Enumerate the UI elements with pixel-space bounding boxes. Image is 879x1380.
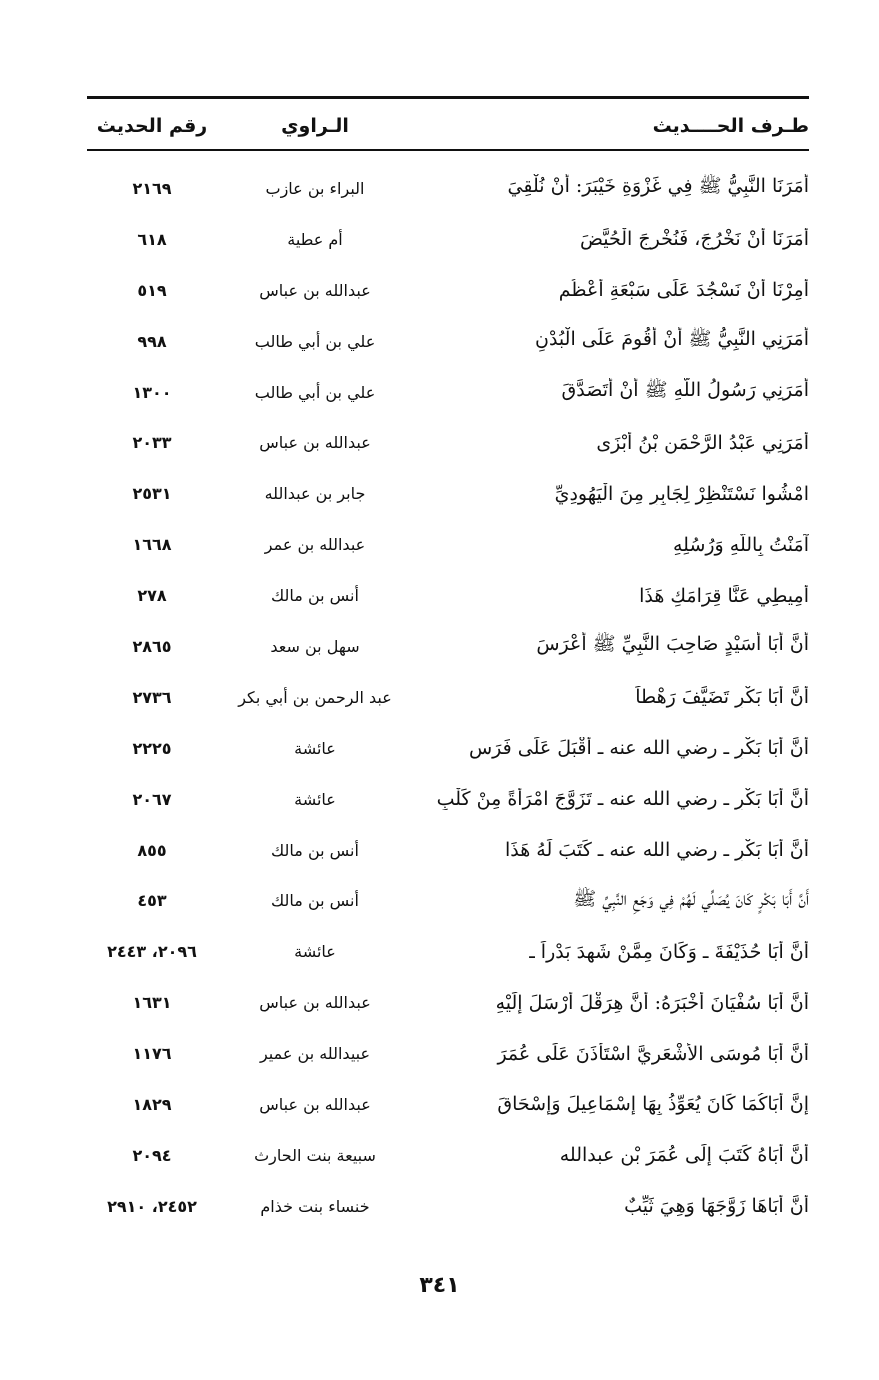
table-row bbox=[87, 875, 809, 926]
narrator-name: عبدالله بن عباس bbox=[259, 433, 371, 453]
hadith-text: آمَنْتُ بِاللَّهِ وَرُسُلِهِ bbox=[672, 533, 809, 556]
narrator-name: أم عطية bbox=[287, 229, 343, 249]
table-row bbox=[87, 570, 809, 621]
header-number-label: رقم الحديث bbox=[96, 115, 208, 137]
hadith-number: ٩٩٨ bbox=[137, 331, 167, 351]
table-row bbox=[87, 1028, 809, 1079]
header-hadith-label: طـرف الحــــديث bbox=[652, 115, 809, 137]
narrator-name: أنس بن مالك bbox=[271, 891, 359, 911]
table-row bbox=[87, 519, 809, 570]
hadith-text: أَنَّ أَبَا أُسَيْدٍ صَاحِبَ النَّبِيِّ ﷺ أَعْرَسَ bbox=[536, 633, 809, 656]
hadith-text: أَنَّ أَبَا مُوسَى الأَشْعَرِيَّ اسْتَأْذَنَ عَلَى عُمَرَ bbox=[497, 1042, 809, 1065]
narrator-name: سبيعة بنت الحارث bbox=[254, 1145, 376, 1165]
narrator-name: عبدالله بن عمر bbox=[264, 535, 366, 555]
table-row bbox=[87, 1181, 809, 1232]
table-row bbox=[87, 1079, 809, 1130]
table-row bbox=[87, 265, 809, 316]
narrator-name: خنساء بنت خذام bbox=[260, 1196, 370, 1216]
table-row bbox=[87, 367, 809, 418]
hadith-number: ٤٥٣ bbox=[137, 891, 167, 911]
narrator-name: علي بن أبي طالب bbox=[254, 382, 376, 402]
narrator-name: عبدالله بن عباس bbox=[259, 1094, 371, 1114]
hadith-index-table bbox=[87, 163, 809, 1232]
table-row bbox=[87, 825, 809, 876]
table-row bbox=[87, 417, 809, 468]
table-header bbox=[87, 104, 809, 148]
hadith-number: ٢١٦٩ bbox=[132, 178, 172, 198]
table-row bbox=[87, 977, 809, 1028]
hadith-number: ٢٧٣٦ bbox=[132, 687, 172, 707]
hadith-text: أَنَّ أَبَا بَكْرٍ ـ رضي الله عنه ـ تَزَوَّجَ امْرَأَةً مِنْ كَلْبٍ bbox=[436, 788, 809, 811]
table-row bbox=[87, 214, 809, 265]
narrator-name: عائشة bbox=[294, 738, 336, 758]
narrator-name: عبيدالله بن عمير bbox=[259, 1044, 371, 1064]
table-row bbox=[87, 672, 809, 723]
narrator-name: سهل بن سعد bbox=[270, 636, 360, 656]
hadith-text: أَمَرَنَا النَّبِيُّ ﷺ فِي غَزْوَةِ خَيْبَرَ: أَنْ نُلْقِيَ bbox=[507, 175, 809, 198]
hadith-text: أَمَرَنَا أَنْ نَخْرُجَ، فَنُخْرِجَ الْحُيَّضَ bbox=[579, 228, 809, 251]
narrator-name: عائشة bbox=[294, 789, 336, 809]
hadith-text: أَنَّ أَبَاهَا زَوَّجَهَا وَهِيَ ثَيِّبٌ bbox=[624, 1195, 809, 1218]
table-row bbox=[87, 723, 809, 774]
hadith-text: أَنَّ أَبَا بَكْرٍ ـ رضي الله عنه ـ أَقْبَلَ عَلَى فَرَسٍ bbox=[468, 737, 809, 760]
hadith-text: أَمَرَنِي عَبْدُ الرَّحْمَنِ بْنُ أَبْزَى bbox=[596, 431, 809, 454]
header-rule bbox=[87, 149, 809, 151]
hadith-text: أَنَّ أَبَا سُفْيَانَ أَخْبَرَهُ: أَنَّ هِرَقْلَ أَرْسَلَ إِلَيْهِ bbox=[495, 991, 809, 1014]
narrator-name: علي بن أبي طالب bbox=[254, 331, 376, 351]
hadith-number: ٦١٨ bbox=[137, 229, 167, 249]
hadith-number: ١٦٣١ bbox=[132, 993, 172, 1013]
hadith-text: أَنَّ أَبَاهُ كَتَبَ إِلَى عُمَرَ بْنِ عبدالله bbox=[559, 1144, 809, 1167]
hadith-number: ٢٢٢٥ bbox=[132, 738, 172, 758]
table-row bbox=[87, 774, 809, 825]
narrator-name: أنس بن مالك bbox=[271, 586, 359, 606]
hadith-text: أَمَرَنِي النَّبِيُّ ﷺ أَنْ أَقُومَ عَلَى الْبُدْنِ bbox=[535, 328, 809, 351]
hadith-text: امْشُوا نَسْتَنْظِرْ لِجَابِرٍ مِنَ الْيَهُودِيِّ bbox=[554, 482, 809, 505]
narrator-name: عبدالله بن عباس bbox=[259, 280, 371, 300]
hadith-number: ٢٠٩٦، ٢٤٤٣ bbox=[107, 942, 197, 962]
hadith-text: أَمِيطِي عَنَّا قِرَامَكِ هَذَا bbox=[639, 584, 809, 607]
hadith-number: ٥١٩ bbox=[137, 280, 167, 300]
hadith-number: ٢٨٦٥ bbox=[132, 636, 172, 656]
hadith-number: ٢٠٣٣ bbox=[132, 433, 172, 453]
hadith-text: أَنَّ أَبَا بَكْرٍ كَانَ يُصَلِّي لَهُمْ فِي وَجَعِ النَّبِيِّ ﷺ bbox=[573, 887, 809, 910]
narrator-name: عبدالله بن عباس bbox=[259, 993, 371, 1013]
page-number: ٣٤١ bbox=[419, 1273, 460, 1298]
hadith-number: ٨٥٥ bbox=[137, 840, 167, 860]
narrator-name: البراء بن عازب bbox=[265, 178, 365, 198]
hadith-number: ٢٠٩٤ bbox=[132, 1145, 172, 1165]
table-row bbox=[87, 316, 809, 367]
top-rule bbox=[87, 96, 809, 99]
hadith-number: ٢٧٨ bbox=[137, 586, 167, 606]
narrator-name: عائشة bbox=[294, 942, 336, 962]
narrator-name: جابر بن عبدالله bbox=[264, 484, 366, 504]
hadith-number: ٢٥٣١ bbox=[132, 484, 172, 504]
hadith-text: إِنَّ أَبَاكُمَا كَانَ يُعَوِّذُ بِهَا إِسْمَاعِيلَ وَإِسْحَاقَ bbox=[497, 1093, 809, 1116]
hadith-number: ١٣٠٠ bbox=[132, 382, 172, 402]
hadith-number: ١٨٢٩ bbox=[132, 1094, 172, 1114]
table-row bbox=[87, 163, 809, 214]
hadith-number: ٢٤٥٢، ٢٩١٠ bbox=[107, 1196, 197, 1216]
hadith-text: أَنَّ أَبَا بَكْرٍ تَضَيَّفَ رَهْطاً bbox=[635, 686, 809, 709]
table-row bbox=[87, 1130, 809, 1181]
hadith-number: ١٦٦٨ bbox=[132, 535, 172, 555]
hadith-number: ٢٠٦٧ bbox=[132, 789, 172, 809]
narrator-name: أنس بن مالك bbox=[271, 840, 359, 860]
hadith-text: أَنَّ أَبَا حُذَيْفَةَ ـ وَكَانَ مِمَّنْ شَهِدَ بَدْراً ـ bbox=[529, 940, 809, 963]
header-rawi-label: الـراوي bbox=[281, 115, 349, 137]
table-row bbox=[87, 621, 809, 672]
hadith-text: أُمِرْنَا أَنْ نَسْجُدَ عَلَى سَبْعَةِ أَعْظُمٍ bbox=[558, 279, 809, 302]
narrator-name: عبد الرحمن بن أبي بكر bbox=[238, 687, 392, 707]
hadith-text: أَمَرَنِي رَسُولُ اللَّهِ ﷺ أَنْ أَتَصَدَّقَ bbox=[561, 379, 809, 401]
table-row bbox=[87, 468, 809, 519]
hadith-text: أَنَّ أَبَا بَكْرٍ ـ رضي الله عنه ـ كَتَبَ لَهُ هَذَا bbox=[504, 839, 809, 862]
hadith-number: ١١٧٦ bbox=[132, 1044, 172, 1064]
table-row bbox=[87, 926, 809, 977]
